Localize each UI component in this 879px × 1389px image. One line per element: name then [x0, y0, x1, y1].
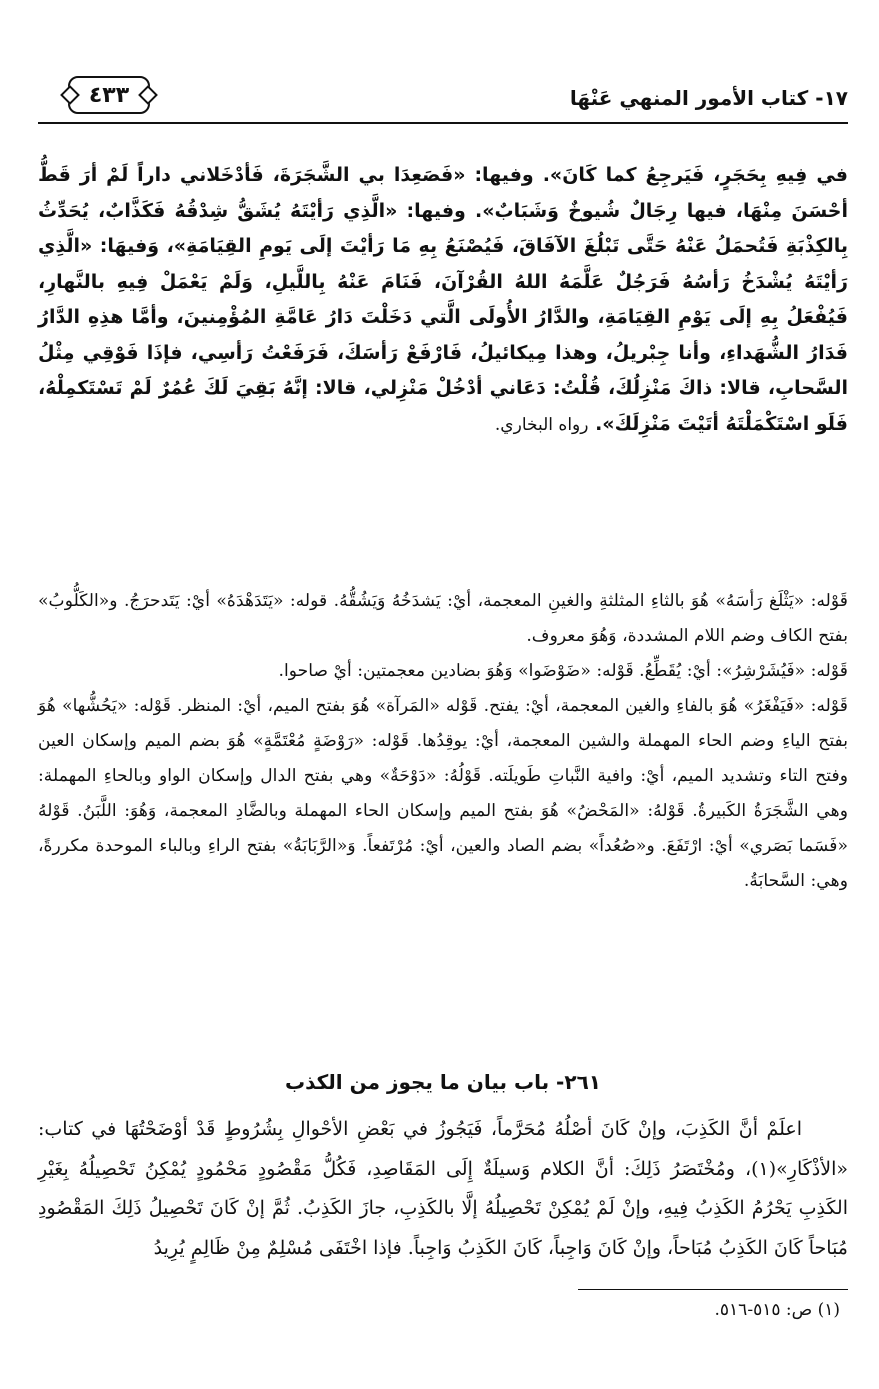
- footnote-rule: [578, 1289, 848, 1290]
- notes-paragraph: قَوْله: «يَثْلَغ رَأسَهُ» هُوَ بالثاءِ المثلثةِ والغينِ المعجمة، أيْ: يَشدَخُهُ وَيَشُقُّهُ. قوله: «يَتَدَهْدَهُ» أيْ: يَتَدحرَجُ. و«الكَلُّوبُ» بفتح الكاف وضم اللام المشددة، وَهُوَ معروف.: [38, 591, 848, 646]
- hadith-text-block: [38, 158, 848, 443]
- running-head: [38, 72, 848, 118]
- hadith-narrator: رواه البخاري.: [494, 414, 589, 435]
- notes-paragraph: قَوْله: «فَيُشَرْشِرُ»: أيْ: يُقَطِّعُ. قَوْله: «ضَوْضَوا» وَهُوَ بضادين معجمتين: أيْ صاحوا.: [278, 661, 848, 681]
- section-body: اعلَمْ أنَّ الكَذِبَ، وإنْ كَانَ أصْلُهُ مُحَرَّماً، فَيَجُوزُ في بَعْضِ الأحْوالِ بِشُرُوطٍ قَدْ أوْضَحْتُهَا في كتاب: «الأذْكَارِ»(١)، ومُخْتَصَرُ ذَلِكَ: أنَّ الكلام وَسيلَةٌ إِلَى المَقَاصِدِ، فَكُلُّ مَقْصُودٍ مَحْمُودٍ يُمْكِنُ تَحْصِيلُهُ بِغَيْرِ الكَذِبِ يَحْرُمُ الكَذِبُ فِيهِ، وإنْ لَمْ يُمْكِنْ تَحْصِيلُهُ إلَّا بالكَذِبِ، جازَ الكَذِبُ. ثُمَّ إنْ كَانَ تَحْصِيلُ ذَلِكَ المَقْصُودِ مُبَاحاً كَانَ الكَذِبُ مُبَاحاً، وإنْ كَانَ وَاجِباً، كَانَ الكَذِبُ وَاجِباً. فإذا اخْتَفَى مُسْلِمٌ مِنْ ظَالِمٍ يُرِيدُ: [38, 1118, 848, 1259]
- page-number-frame: [68, 76, 150, 114]
- footnote: (١) ص: ٥١٥-٥١٦.: [714, 1300, 840, 1320]
- section-heading: ٢٦١- باب بيان ما يجوز من الكذب: [285, 1070, 601, 1094]
- hadith-text: في فِيهِ بِحَجَرٍ، فَيَرجِعُ كما كَانَ». وفيها: «فَصَعِدَا بي الشَّجَرَةَ، فَأدْخَلاني داراً لَمْ أرَ قَطُّ أحْسَنَ مِنْهَا، فيها رِجَالٌ شُيوخٌ وَشَبَابٌ». وفيها: «الَّذِي رَأيْتَهُ يُشَقُّ شِدْقُهُ فَكَذَّابٌ، يُحَدِّثُ بِالكِذْبَةِ فَتُحمَلُ عَنْهُ حَتَّى تَبْلُغَ الآفَاقَ، فَيُصْنَعُ بِهِ مَا رَأيْتَ إلَى يَومِ القِيَامَةِ»، وَفيهَا: «الَّذِي رَأيْتَهُ يُشْدَخُ رَأسُهُ فَرَجُلٌ عَلَّمَهُ اللهُ القُرْآنَ، فَنَامَ عَنْهُ بِاللَّيلِ، وَلَمْ يَعْمَلْ فِيهِ بالنَّهارِ، فَيُفْعَلُ بِهِ إلَى يَوْمِ القِيَامَةِ، والدَّارُ الأُولَى الَّتي دَخَلْتَ دَارُ عَامَّةِ المُؤْمِنينَ، وأمَّا هذِهِ الدَّارُ فَدَارُ الشُّهَداءِ، وأنا جِبْريلُ، وهذا مِيكائيلُ، فَارْفَعْ رَأسَكَ، فَرَفَعْتُ رَأسِي، فإذَا فَوْقِي مِثْلُ السَّحابِ، قالا: ذاكَ مَنْزِلُكَ، قُلْتُ: دَعَاني أدْخُلْ مَنْزِلي، قالا: إنَّهُ بَقِيَ لَكَ عُمُرٌ لَمْ تَسْتَكمِلْهُ، فَلَو اسْتَكْمَلْتَهُ أتَيْتَ مَنْزِلَكَ».: [38, 164, 848, 435]
- book-page: [38, 62, 848, 1362]
- chapter-title: ١٧- كتاب الأمور المنهي عَنْهَا: [569, 86, 848, 110]
- notes-paragraph: قَوْله: «فَيَفْغَرُ» هُوَ بالفاءِ والغين المعجمة، أيْ: يفتح. قَوْله «المَرآة» هُوَ بفتح الميم، أيْ: المنظر. قَوْله: «يَحُشُّها» هُوَ بفتح الياءِ وضم الحاء المهملة والشين المعجمة، أيْ: يوقِدُها. قَوْله: «رَوْضَةٍ مُعْتَمَّةٍ» هُوَ بضم الميم وإسكان العين وفتح التاء وتشديد الميم، أيْ: وافية النَّباتِ طَويلَته. قَوْلُهُ: «دَوْحَةٌ» وهي بفتح الدال وإسكان الواو وبالحاءِ المهملة: وهي الشَّجَرَةُ الكَبيرةُ. قَوْلهُ: «المَحْضُ» هُوَ بفتح الميم وإسكان الحاء المهملة وبالضَّادِ المعجمة، وَهُوَ: اللَّبَنُ. قَوْلهُ «فَسَما بَصَري» أيْ: ارْتَفَعَ. و«صُعُداً» بضم الصاد والعين، أيْ: مُرْتَفعاً. وَ«الرَّبَابَةُ» بفتح الراءِ وبالباء الموحدة مكررةً، وهي: السَّحابَةُ.: [38, 696, 848, 891]
- header-rule: [38, 122, 848, 124]
- explanatory-notes: [38, 584, 848, 899]
- page-number: ٤٣٣: [88, 82, 130, 108]
